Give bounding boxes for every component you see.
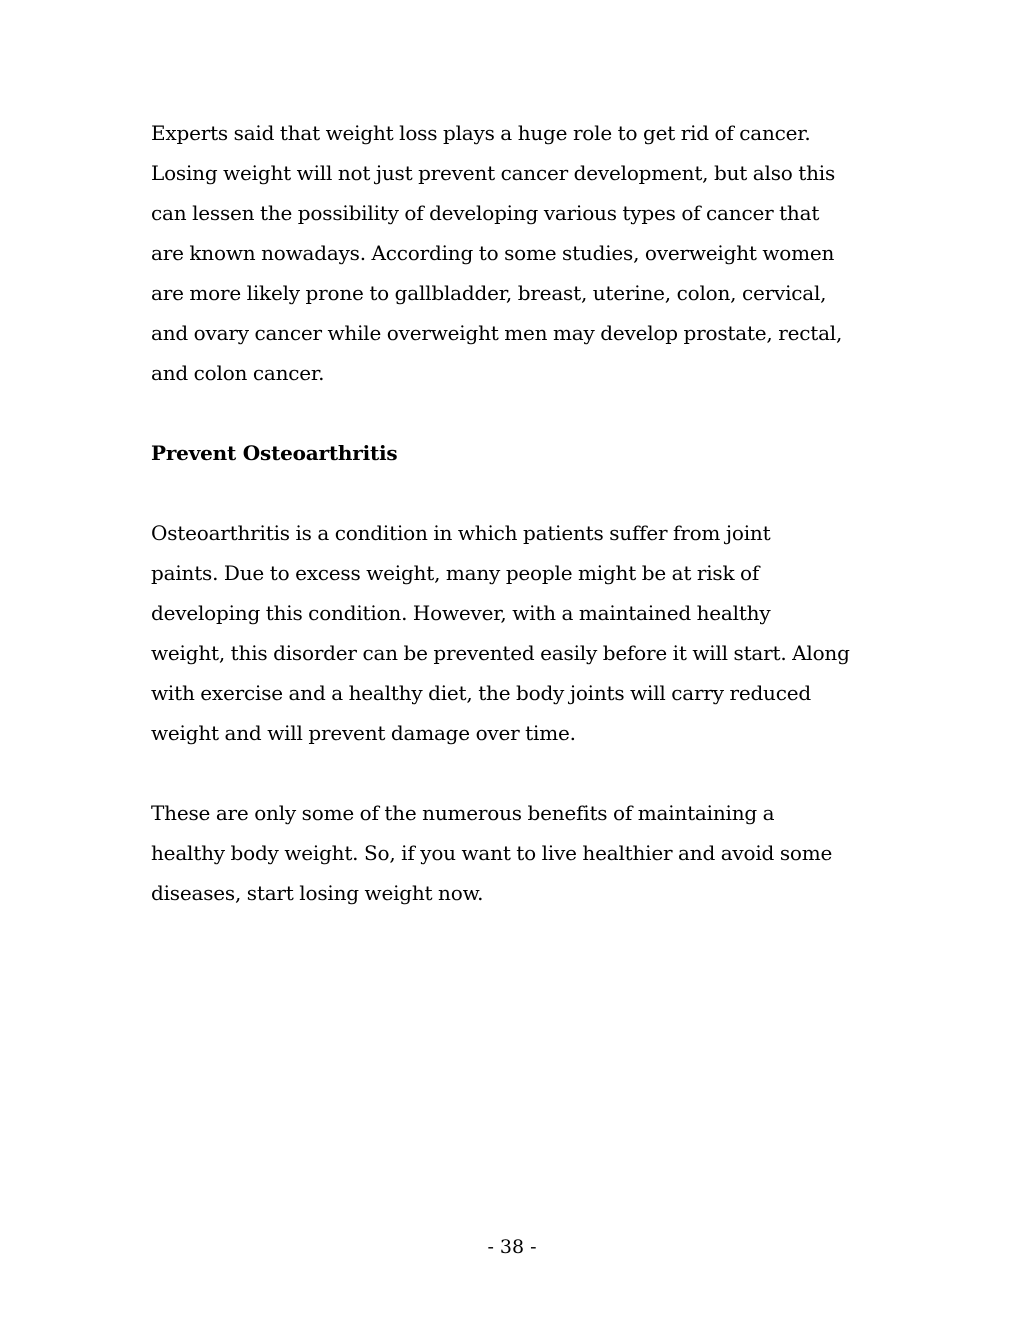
section-heading: Prevent Osteoarthritis [151,441,398,465]
paragraph-cancer [151,113,891,393]
text-line: are known nowadays. According to some studies, overweight women [151,241,835,265]
text-line: weight and will prevent damage over time. [151,721,576,745]
paragraph-spacer [151,393,891,433]
text-line: and colon cancer. [151,361,325,385]
text-line: Experts said that weight loss plays a huge role to get rid of cancer. [151,121,811,145]
text-line: Osteoarthritis is a condition in which patients suffer from joint [151,521,771,545]
text-line: are more likely prone to gallbladder, breast, uterine, colon, cervical, [151,281,827,305]
text-line: can lessen the possibility of developing various types of cancer that [151,201,820,225]
page-content [151,113,891,913]
page-number: - 38 - [487,1236,537,1258]
text-line: healthy body weight. So, if you want to live healthier and avoid some [151,841,833,865]
text-line: weight, this disorder can be prevented easily before it will start. Along [151,641,850,665]
text-line: paints. Due to excess weight, many people might be at risk of [151,561,760,585]
text-line: Losing weight will not just prevent cancer development, but also this [151,161,836,185]
text-line: These are only some of the numerous benefits of maintaining a [151,801,775,825]
text-line: and ovary cancer while overweight men may develop prostate, rectal, [151,321,843,345]
paragraph-conclusion [151,793,891,913]
paragraph-osteoarthritis [151,513,891,753]
text-line: developing this condition. However, with a maintained healthy [151,601,771,625]
text-line: diseases, start losing weight now. [151,881,484,905]
paragraph-spacer [151,473,891,513]
paragraph-spacer [151,753,891,793]
text-line: with exercise and a healthy diet, the body joints will carry reduced [151,681,811,705]
